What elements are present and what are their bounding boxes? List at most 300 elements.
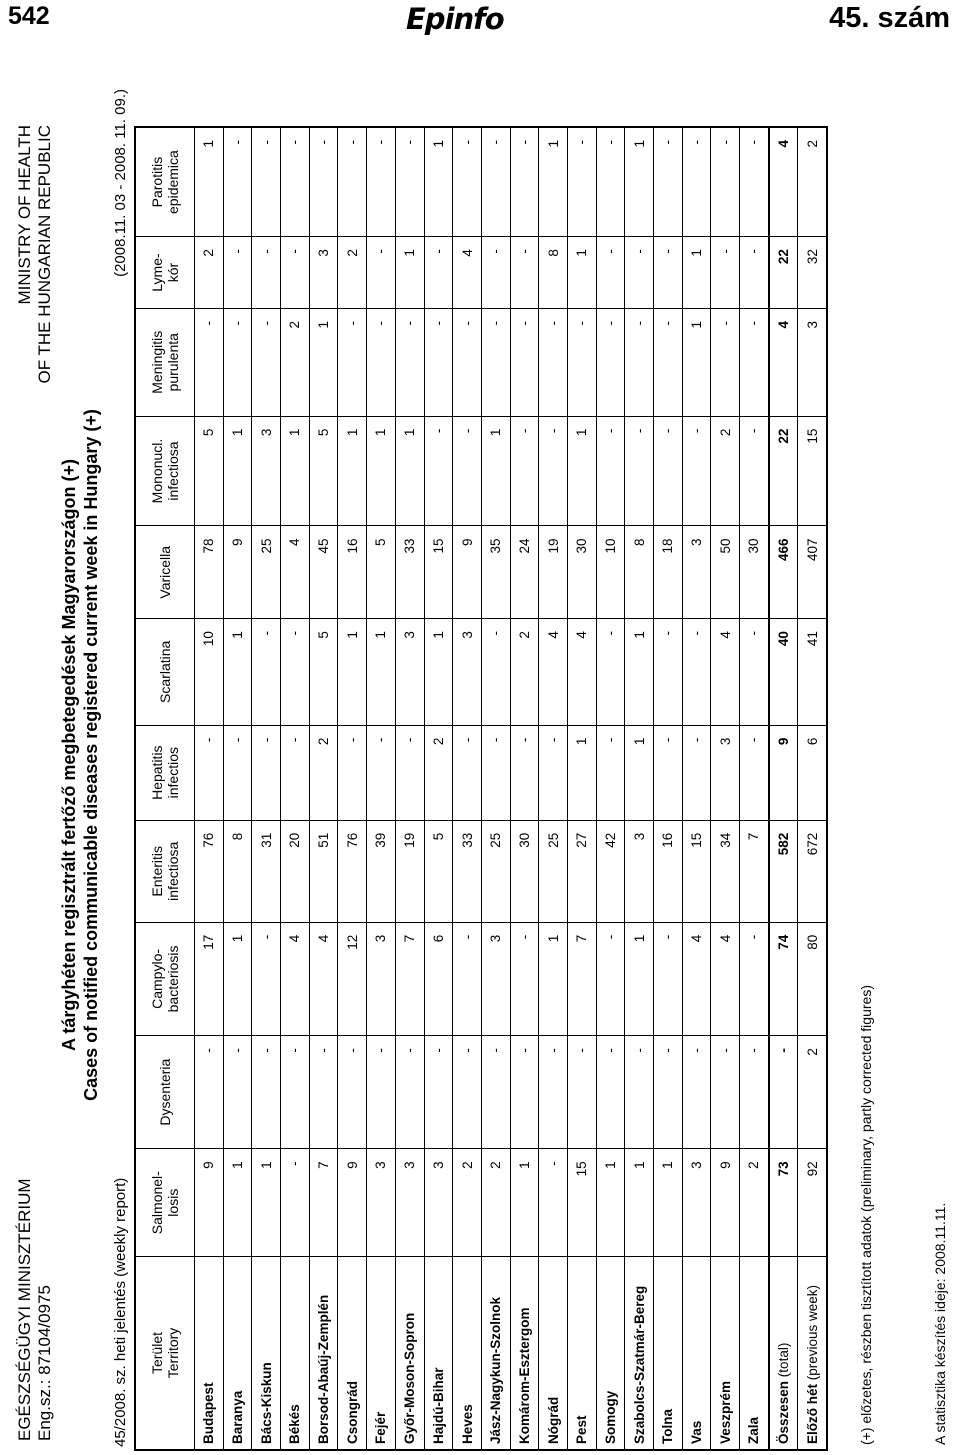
column-header-line2: Territory [165, 1327, 181, 1379]
column-header-line2: purulenta [165, 333, 181, 392]
table-cell: 39 [367, 820, 396, 922]
total-label [769, 1257, 798, 1451]
table-cell: 76 [195, 820, 224, 922]
table-cell: 3 [682, 526, 711, 619]
table-cell: 9 [195, 1149, 224, 1257]
table-cell: 3 [395, 1149, 424, 1257]
table-row [625, 127, 654, 1450]
table-row [367, 127, 396, 1450]
table-row [510, 127, 539, 1450]
column-header [135, 1036, 195, 1149]
territory-name: Szabolcs-Szatmár-Bereg [625, 1257, 654, 1451]
report-label: 45/2008. sz. heti jelentés (weekly report) [112, 1177, 129, 1447]
table-cell: 1 [625, 725, 654, 820]
table-cell: - [252, 237, 281, 309]
territory-name: Pest [567, 1257, 596, 1451]
table-cell: - [223, 237, 252, 309]
table-cell: - [596, 416, 625, 526]
table-row [567, 127, 596, 1450]
table-row [682, 127, 711, 1450]
table-cell: - [625, 308, 654, 416]
table-cell: - [453, 922, 482, 1035]
table-cell: 41 [798, 619, 827, 726]
territory-name: Baranya [223, 1257, 252, 1451]
table-cell: 18 [654, 526, 683, 619]
column-header-line1: Enteritis [149, 845, 165, 897]
territory-name: Zala [740, 1257, 769, 1451]
table-cell: 2 [798, 127, 827, 237]
table-cell: - [281, 1036, 310, 1149]
table-cell: 80 [798, 922, 827, 1035]
table-cell: - [481, 127, 510, 237]
table-cell: - [281, 127, 310, 237]
table-cell: 9 [711, 1149, 740, 1257]
territory-name: Győr-Moson-Sopron [395, 1257, 424, 1451]
table-cell: 4 [453, 237, 482, 309]
table-cell: 4 [711, 922, 740, 1035]
table-cell: 3 [395, 619, 424, 726]
table-cell: 7 [309, 1149, 338, 1257]
ministry-name-hu: EGÉSZSÉGÜGYI MINISZTÉRIUM [15, 1178, 34, 1441]
table-cell: 15 [682, 820, 711, 922]
report-title [58, 55, 102, 1455]
column-header-line1: Hepatitis [149, 745, 165, 800]
table-cell: 27 [567, 820, 596, 922]
table-cell: 2 [424, 725, 453, 820]
table-cell: - [223, 725, 252, 820]
table-cell: 3 [453, 619, 482, 726]
table-cell: - [281, 1149, 310, 1257]
title-en: Cases of notified communicable diseases registered current week in Hungary (+) [81, 409, 101, 1101]
table-cell: - [481, 725, 510, 820]
column-header-line1: Mononucl. [149, 438, 165, 504]
creation-date: A statisztika készítés ideje: 2008.11.11. [932, 1202, 948, 1445]
table-cell: 15 [424, 526, 453, 619]
table-cell: - [395, 725, 424, 820]
table-cell: 16 [654, 820, 683, 922]
table-cell: 7 [567, 922, 596, 1035]
table-cell: 2 [338, 237, 367, 309]
issue-number: 45. szám [829, 2, 950, 34]
table-cell: 51 [309, 820, 338, 922]
title-hu: A tárgyhéten regisztrált fertőző megbetegedések Magyarországon (+) [59, 459, 79, 1051]
table-row [596, 127, 625, 1450]
column-header [135, 725, 195, 820]
table-cell: 1 [539, 922, 568, 1035]
table-header-row [135, 127, 195, 1450]
column-header-line1: Dysenteria [157, 1058, 173, 1126]
column-header [135, 1257, 195, 1451]
table-cell: - [481, 619, 510, 726]
column-header-line2: epidemica [165, 150, 181, 214]
table-cell: 1 [367, 619, 396, 726]
table-cell: - [510, 725, 539, 820]
table-body [195, 127, 828, 1450]
table-cell: - [654, 237, 683, 309]
table-cell: 30 [740, 526, 769, 619]
table-cell: 50 [711, 526, 740, 619]
table-cell: - [453, 725, 482, 820]
table-cell: - [740, 308, 769, 416]
table-row [424, 127, 453, 1450]
table-row [309, 127, 338, 1450]
table-cell: - [424, 1036, 453, 1149]
table-cell: - [769, 1036, 798, 1149]
column-header-line1: Salmonel- [149, 1171, 165, 1235]
table-cell: 1 [510, 1149, 539, 1257]
column-header [135, 820, 195, 922]
table-cell: - [740, 127, 769, 237]
ministry-header-right [15, 125, 55, 384]
table-cell: - [453, 127, 482, 237]
ministry-name-en-1: MINISTRY OF HEALTH [15, 125, 34, 305]
table-cell: 15 [798, 416, 827, 526]
territory-name: Nógrád [539, 1257, 568, 1451]
table-cell: 1 [223, 922, 252, 1035]
table-cell: 3 [309, 237, 338, 309]
table-cell: 33 [453, 820, 482, 922]
table-cell: - [740, 416, 769, 526]
table-cell: - [740, 619, 769, 726]
table-cell: 22 [769, 416, 798, 526]
table-cell: 19 [395, 820, 424, 922]
table-cell: 1 [625, 619, 654, 726]
table-cell: - [252, 1036, 281, 1149]
table-cell: 4 [309, 922, 338, 1035]
table-cell: 1 [223, 416, 252, 526]
table-cell: 30 [510, 820, 539, 922]
table-cell: 3 [625, 820, 654, 922]
table-row [223, 127, 252, 1450]
table-cell: 1 [481, 416, 510, 526]
column-header-line2: infectiosa [165, 841, 181, 901]
table-cell: - [539, 1149, 568, 1257]
territory-name: Tolna [654, 1257, 683, 1451]
table-cell: 3 [481, 922, 510, 1035]
column-header-line1: Parotitis [149, 156, 165, 208]
table-cell: 2 [309, 725, 338, 820]
table-cell: 32 [798, 237, 827, 309]
table-cell: 4 [539, 619, 568, 726]
table-cell: - [453, 1036, 482, 1149]
table-cell: 19 [539, 526, 568, 619]
page-number: 542 [8, 2, 50, 30]
table-cell: - [567, 1036, 596, 1149]
table-cell: 1 [682, 308, 711, 416]
table-cell: 1 [338, 619, 367, 726]
table-cell: 1 [625, 922, 654, 1035]
table-cell: 10 [195, 619, 224, 726]
table-cell: - [567, 308, 596, 416]
table-cell: 5 [309, 416, 338, 526]
table-cell: 78 [195, 526, 224, 619]
table-cell: 7 [740, 820, 769, 922]
column-header [135, 127, 195, 237]
table-cell: - [367, 127, 396, 237]
table-cell: 2 [195, 237, 224, 309]
table-cell: 1 [367, 416, 396, 526]
table-cell: 1 [281, 416, 310, 526]
table-cell: - [395, 1036, 424, 1149]
table-cell: 30 [567, 526, 596, 619]
table-cell: 92 [798, 1149, 827, 1257]
table-cell: - [338, 725, 367, 820]
table-cell: 3 [367, 922, 396, 1035]
table-cell: 5 [424, 820, 453, 922]
table-cell: - [625, 416, 654, 526]
table-cell: 1 [625, 127, 654, 237]
table-cell: 4 [281, 526, 310, 619]
table-cell: 1 [596, 1149, 625, 1257]
table-cell: 1 [539, 127, 568, 237]
total-label-hu: Összesen [776, 1380, 792, 1444]
column-header-line1: Lyme- [149, 253, 165, 292]
territory-name: Bács-Kiskun [252, 1257, 281, 1451]
table-cell: 6 [424, 922, 453, 1035]
table-cell: 76 [338, 820, 367, 922]
table-cell: 1 [424, 127, 453, 237]
table-cell: 1 [195, 127, 224, 237]
column-header-line1: Meningitis [149, 330, 165, 394]
column-header-line2: bacteriosis [165, 945, 181, 1013]
table-cell: 6 [798, 725, 827, 820]
table-cell: 2 [281, 308, 310, 416]
table-cell: 466 [769, 526, 798, 619]
previous-label-en: (previous week) [804, 1284, 820, 1381]
table-cell: - [625, 1036, 654, 1149]
territory-name: Hajdú-Bihar [424, 1257, 453, 1451]
column-header-line2: infectiosa [165, 441, 181, 501]
table-cell: - [338, 1036, 367, 1149]
territory-name: Somogy [596, 1257, 625, 1451]
column-header [135, 1149, 195, 1257]
table-cell: - [682, 725, 711, 820]
table-cell: 5 [367, 526, 396, 619]
table-cell: - [252, 725, 281, 820]
table-cell: - [711, 127, 740, 237]
table-cell: 24 [510, 526, 539, 619]
table-cell: - [223, 1036, 252, 1149]
table-cell: 8 [539, 237, 568, 309]
table-cell: 3 [367, 1149, 396, 1257]
table-cell: - [424, 308, 453, 416]
column-header [135, 237, 195, 309]
table-cell: 25 [481, 820, 510, 922]
table-cell: - [596, 619, 625, 726]
table-cell: 74 [769, 922, 798, 1035]
table-cell: - [654, 127, 683, 237]
table-cell: 1 [309, 308, 338, 416]
table-cell: 12 [338, 922, 367, 1035]
table-cell: - [654, 1036, 683, 1149]
column-header-line2: infectios [165, 747, 181, 799]
table-cell: - [596, 725, 625, 820]
table-cell: - [711, 308, 740, 416]
table-row [252, 127, 281, 1450]
table-cell: 2 [510, 619, 539, 726]
table-cell: 4 [711, 619, 740, 726]
table-cell: - [654, 416, 683, 526]
table-cell: 1 [395, 237, 424, 309]
table-cell: 9 [769, 725, 798, 820]
table-cell: - [338, 127, 367, 237]
table-cell: 1 [654, 1149, 683, 1257]
table-cell: - [510, 308, 539, 416]
table-cell: 582 [769, 820, 798, 922]
table-cell: - [309, 1036, 338, 1149]
territory-name: Vas [682, 1257, 711, 1451]
table-cell: - [252, 619, 281, 726]
table-cell: - [424, 237, 453, 309]
table-cell: 31 [252, 820, 281, 922]
table-cell: 5 [195, 416, 224, 526]
table-cell: 2 [481, 1149, 510, 1257]
column-header-line1: Scarlatina [157, 640, 173, 703]
table-cell: 20 [281, 820, 310, 922]
table-cell: - [596, 237, 625, 309]
column-header-line1: Varicella [157, 545, 173, 599]
table-cell: - [539, 725, 568, 820]
table-row [281, 127, 310, 1450]
table-cell: - [596, 922, 625, 1035]
table-cell: 1 [682, 237, 711, 309]
table-cell: - [654, 922, 683, 1035]
table-cell: - [195, 308, 224, 416]
table-cell: - [711, 237, 740, 309]
table-cell: - [510, 1036, 539, 1149]
ministry-name-en-2: OF THE HUNGARIAN REPUBLIC [35, 125, 54, 384]
table-cell: - [252, 127, 281, 237]
table-cell: - [682, 416, 711, 526]
column-header-line2: losis [165, 1188, 181, 1217]
table-cell: - [367, 237, 396, 309]
table-cell: - [711, 1036, 740, 1149]
report-period: (2008.11. 03 - 2008. 11. 09.) [112, 89, 129, 277]
table-cell: - [654, 308, 683, 416]
table-cell: 1 [567, 416, 596, 526]
table-row [395, 127, 424, 1450]
registration-number: Eng.sz.: 87104/0975 [35, 1285, 54, 1441]
table-cell: 45 [309, 526, 338, 619]
table-cell: 35 [481, 526, 510, 619]
table-cell: - [682, 619, 711, 726]
table-cell: - [596, 308, 625, 416]
table-cell: - [195, 1036, 224, 1149]
territory-name: Veszprém [711, 1257, 740, 1451]
territory-name: Csongrád [338, 1257, 367, 1451]
table-cell: 3 [711, 725, 740, 820]
table-cell: 9 [453, 526, 482, 619]
table-cell: 9 [223, 526, 252, 619]
table-cell: - [740, 237, 769, 309]
table-cell: 1 [252, 1149, 281, 1257]
table-cell: 3 [252, 416, 281, 526]
table-row [195, 127, 224, 1450]
territory-name: Fejér [367, 1257, 396, 1451]
table-cell: - [367, 308, 396, 416]
table-cell: - [453, 416, 482, 526]
table-cell: - [510, 237, 539, 309]
table-cell: - [395, 127, 424, 237]
territory-name: Jász-Nagykun-Szolnok [481, 1257, 510, 1451]
column-header [135, 308, 195, 416]
table-cell: 1 [338, 416, 367, 526]
table-cell: 73 [769, 1149, 798, 1257]
table-cell: 1 [424, 619, 453, 726]
table-cell: 34 [711, 820, 740, 922]
table-cell: - [539, 308, 568, 416]
table-row [740, 127, 769, 1450]
table-row [711, 127, 740, 1450]
table-cell: - [367, 1036, 396, 1149]
table-cell: 8 [625, 526, 654, 619]
table-cell: - [481, 1036, 510, 1149]
table-cell: 4 [567, 619, 596, 726]
territory-name: Heves [453, 1257, 482, 1451]
table-cell: 5 [309, 619, 338, 726]
column-header [135, 619, 195, 726]
table-cell: - [481, 308, 510, 416]
table-row [338, 127, 367, 1450]
table-row [654, 127, 683, 1450]
table-cell: 33 [395, 526, 424, 619]
table-cell: 4 [682, 922, 711, 1035]
rotated-report [0, 55, 960, 1455]
table-cell: 4 [769, 308, 798, 416]
table-cell: 42 [596, 820, 625, 922]
table-cell: - [740, 922, 769, 1035]
table-cell: 2 [711, 416, 740, 526]
table-row [481, 127, 510, 1450]
table-cell: - [281, 237, 310, 309]
table-cell: 2 [740, 1149, 769, 1257]
table-cell: - [682, 127, 711, 237]
ministry-header-left [15, 1178, 55, 1441]
disease-table [134, 126, 828, 1451]
table-cell: 672 [798, 820, 827, 922]
table-cell: 407 [798, 526, 827, 619]
table-cell: - [682, 1036, 711, 1149]
column-header [135, 922, 195, 1035]
table-cell: - [252, 308, 281, 416]
table-cell: 3 [424, 1149, 453, 1257]
table-cell: 10 [596, 526, 625, 619]
table-cell: 1 [567, 725, 596, 820]
column-header-line2: kór [165, 262, 181, 283]
table-cell: 16 [338, 526, 367, 619]
table-row [539, 127, 568, 1450]
table-cell: 25 [539, 820, 568, 922]
table-cell: - [395, 308, 424, 416]
table-cell: 7 [395, 922, 424, 1035]
table-cell: - [281, 619, 310, 726]
table-cell: 22 [769, 237, 798, 309]
territory-name: Komárom-Esztergom [510, 1257, 539, 1451]
table-cell: - [510, 416, 539, 526]
previous-label-hu: Előző hét [804, 1384, 820, 1444]
table-cell: 1 [223, 619, 252, 726]
table-cell: 9 [338, 1149, 367, 1257]
footnote: (+) előzetes, részben tisztított adatok (preliminary, partly corrected figures) [858, 985, 874, 1445]
table-cell: - [223, 308, 252, 416]
total-label-en: (total) [776, 1342, 792, 1378]
territory-name: Békés [281, 1257, 310, 1451]
table-cell: - [740, 725, 769, 820]
table-cell: - [223, 127, 252, 237]
table-cell: - [567, 127, 596, 237]
table-cell: 15 [567, 1149, 596, 1257]
table-cell: 3 [682, 1149, 711, 1257]
